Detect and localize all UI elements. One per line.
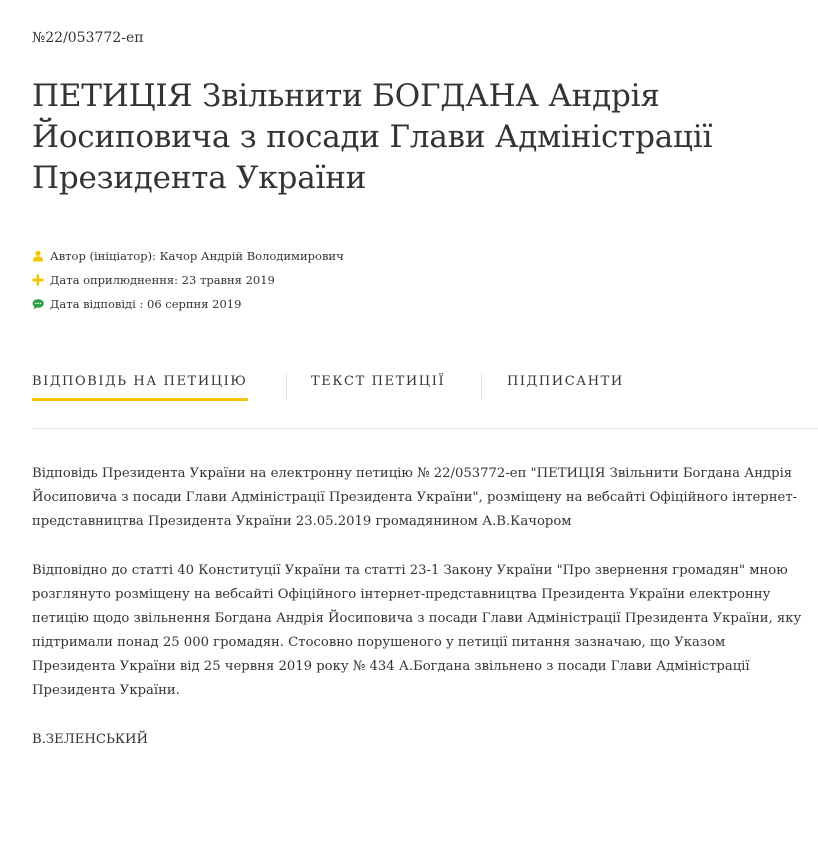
petition-number: №22/053772-еп	[32, 30, 144, 46]
tab-divider	[481, 374, 482, 400]
petition-meta	[32, 244, 344, 316]
meta-published	[32, 268, 344, 292]
plus-icon	[32, 274, 44, 286]
tab-answer[interactable]: ВІДПОВІДЬ НА ПЕТИЦІЮ	[32, 374, 248, 401]
meta-author-text: Автор (ініціатор): Качор Андрій Володимирович	[50, 249, 344, 263]
user-icon	[32, 250, 44, 262]
answer-paragraph: Відповідно до статті 40 Конституції України та статті 23-1 Закону України "Про звернення громадян" мною розглянуто розміщену на вебсайті Офіційного інтернет-представництва Президента України електронну петицію щодо звільнення Богдана Андрія Йосиповича з посади Глави Адміністрації Президента України, яку підтримали понад 25 000 громадян. Стосовно порушеного у петиції питання зазначаю, що Указом Президента України від 25 червня 2019 року № 434 А.Богдана звільнено з посади Глави Адміністрації Президента України.	[32, 563, 802, 698]
answer-content	[32, 462, 804, 752]
comment-icon	[32, 298, 44, 310]
meta-answered-text: Дата відповіді : 06 серпня 2019	[50, 297, 242, 311]
meta-answered	[32, 292, 344, 316]
meta-published-text: Дата оприлюднення: 23 травня 2019	[50, 273, 275, 287]
page-title: ПЕТИЦІЯ Звільнити БОГДАНА Андрія Йосиповича з посади Глави Адміністрації Президента України	[32, 78, 713, 196]
tab-petition-text[interactable]: ТЕКСТ ПЕТИЦІЇ	[311, 374, 446, 389]
tab-divider	[286, 374, 287, 400]
tab-signers[interactable]: ПІДПИСАНТИ	[507, 374, 624, 389]
answer-signature: В.ЗЕЛЕНСЬКИЙ	[32, 732, 149, 747]
petition-tabs	[32, 374, 818, 429]
answer-paragraph: Відповідь Президента України на електронну петицію № 22/053772-еп "ПЕТИЦІЯ Звільнити Богдана Андрія Йосиповича з посади Глави Адміністрації Президента України", розміщену на вебсайті Офіційного інтернет-представництва Президента України 23.05.2019 громадянином А.В.Качором	[32, 466, 798, 529]
meta-author	[32, 244, 344, 268]
